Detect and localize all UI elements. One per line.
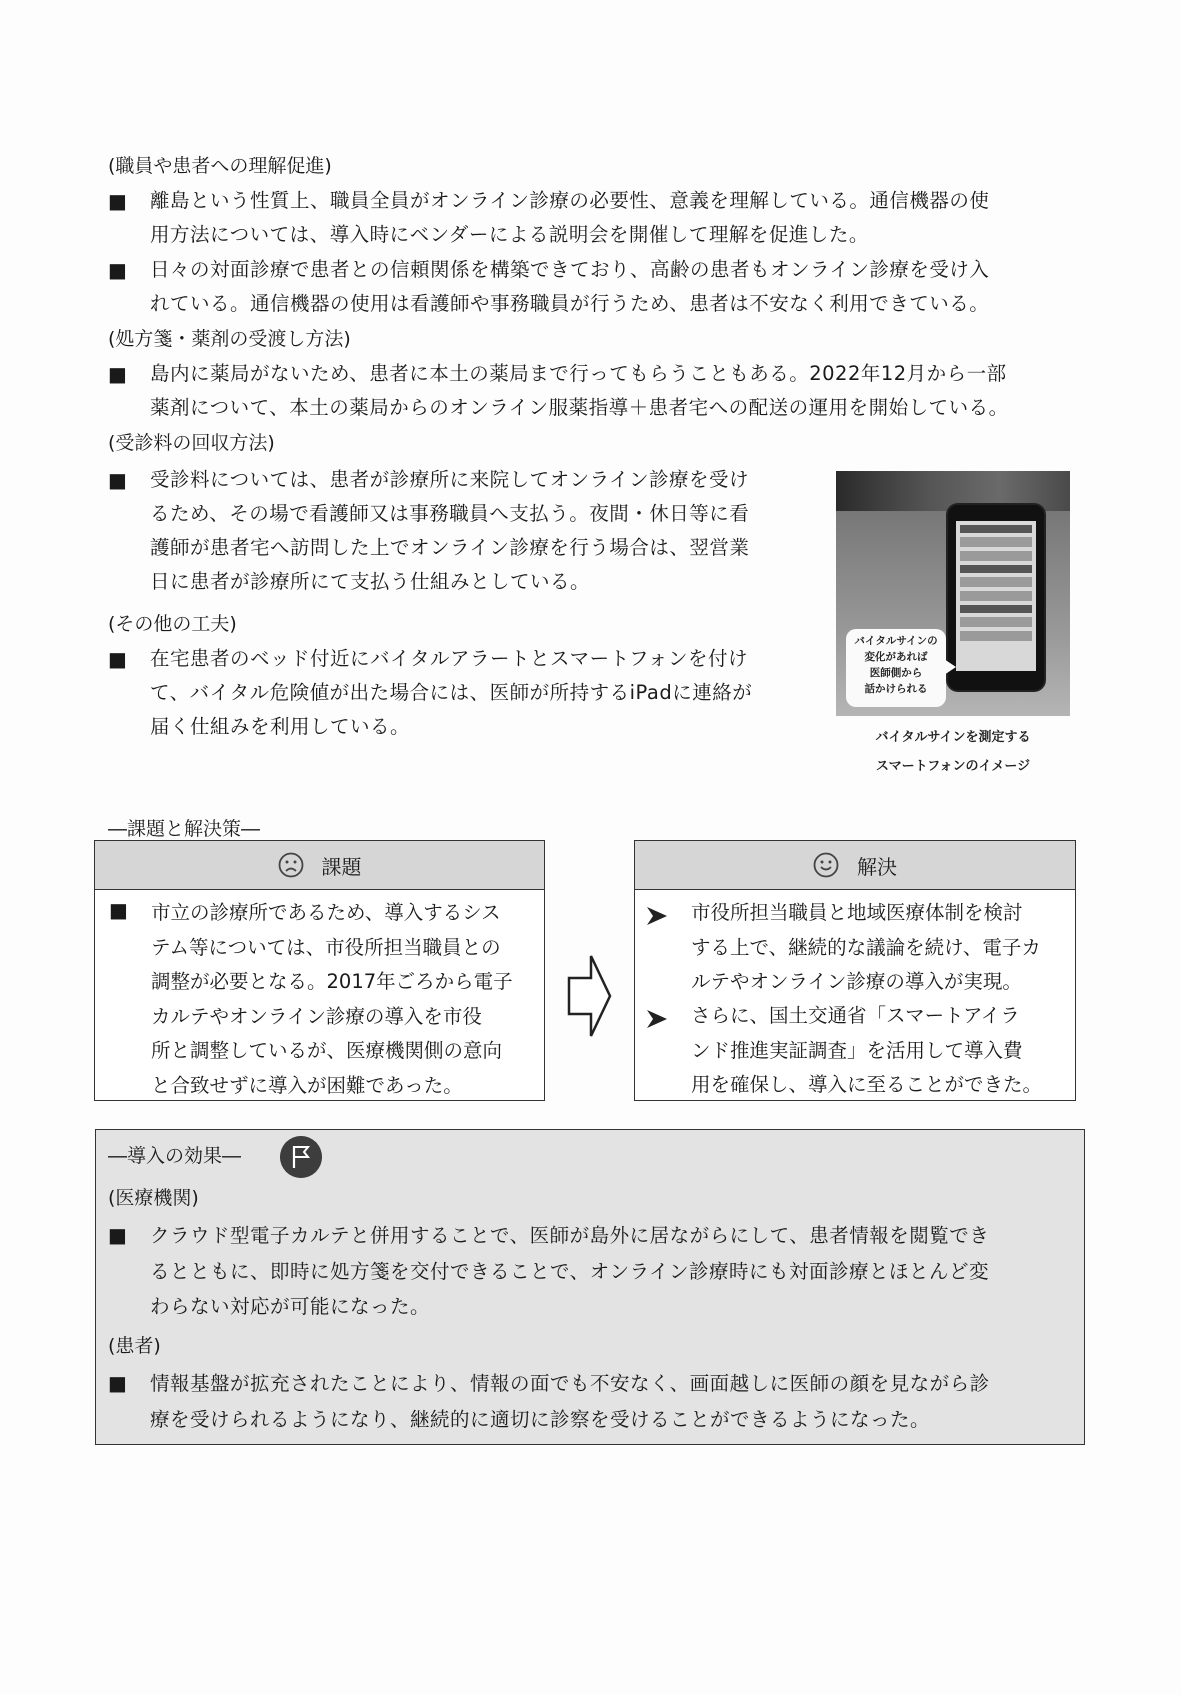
smiley-face-icon (813, 852, 839, 878)
text-line: 用を確保し、導入に至ることができた。 (691, 1073, 1043, 1096)
bullet-mark: ■ (108, 468, 127, 492)
photo-caption-line2: スマートフォンのイメージ (875, 759, 1031, 774)
text-line: さらに、国土交通省「スマートアイラ (691, 1004, 1020, 1027)
text-line: るとともに、即時に処方箋を交付できることで、オンライン診療時にも対面診療とほとんど変 (150, 1259, 990, 1283)
text-line: 日に患者が診療所にて支払う仕組みとしている。 (150, 570, 591, 593)
heading-prescription: (処方箋・薬剤の受渡し方法) (108, 328, 351, 350)
problem-box (94, 840, 545, 1101)
bubble-tail (944, 659, 956, 675)
text-line: ンド推進実証調査」を活用して導入費 (691, 1038, 1023, 1062)
heading-patients: (患者) (108, 1335, 161, 1357)
problem-header (95, 841, 544, 890)
bullet-text (150, 463, 749, 599)
problem-label: 課題 (321, 854, 362, 879)
bullet-mark: ■ (108, 362, 127, 386)
bubble-line: 医師側から (869, 667, 923, 679)
text-line: テム等については、市役所担当職員との (151, 935, 501, 959)
text-line: カルテやオンライン診療の導入を市役 (151, 1004, 482, 1028)
phone-screen (956, 521, 1036, 671)
bullet-mark: ■ (108, 258, 127, 282)
bullet-mark: ■ (108, 189, 127, 213)
bullet-text (150, 1218, 989, 1325)
text-line: 用方法については、導入時にベンダーによる説明会を開催して理解を促進した。 (150, 223, 869, 246)
arrowhead-bullet-icon (645, 1007, 669, 1031)
text-line: 島内に薬局がないため、患者に本土の薬局まで行ってもらうこともある。2022年12月から一部 (150, 362, 1007, 385)
solution-label: 解決 (857, 854, 897, 879)
heading-medical-institution: (医療機関) (108, 1187, 199, 1209)
text-line: 届く仕組みを利用している。 (150, 715, 411, 738)
bullet-text (150, 1366, 990, 1437)
smartphone-image (946, 503, 1046, 692)
text-line: 所と調整しているが、医療機関側の意向 (151, 1039, 503, 1062)
text-line: て、バイタル危険値が出た場合には、医師が所持するiPadに連絡が (150, 681, 753, 704)
text-line: れている。通信機器の使用は看護師や事務職員が行うため、患者は不安なく利用できている。 (150, 292, 990, 315)
text-line: 薬剤について、本土の薬局からのオンライン服薬指導＋患者宅への配送の運用を開始している。 (150, 396, 1009, 419)
text-line: 在宅患者のベッド付近にバイタルアラートとスマートフォンを付け (150, 647, 749, 670)
text-line: 療を受けられるようになり、継続的に適切に診察を受けることができるようになった。 (150, 1407, 931, 1431)
bullet-mark: ■ (108, 647, 127, 671)
text-line: と合致せずに導入が困難であった。 (151, 1073, 463, 1097)
heading-fee-collection: (受診料の回収方法) (108, 432, 275, 454)
text-line: 護師が患者宅へ訪問した上でオンライン診療を行う場合は、翌営業 (150, 536, 750, 559)
effects-title: ―導入の効果― (108, 1145, 242, 1167)
text-line: わらない対応が可能になった。 (150, 1295, 431, 1318)
text-line: 調整が必要となる。2017年ごろから電子 (151, 970, 513, 993)
arrowhead-bullet-icon (645, 904, 669, 928)
bullet-text (150, 184, 989, 252)
bullet-mark: ■ (109, 898, 128, 922)
bubble-line: 話かけられる (864, 683, 928, 695)
smartphone-photo (836, 471, 1070, 716)
bullet-text (150, 642, 752, 744)
bubble-line: 変化があれば (864, 651, 928, 663)
text-line: 離島という性質上、職員全員がオンライン診療の必要性、意義を理解している。通信機器の使 (150, 189, 990, 212)
right-arrow-icon (565, 950, 613, 1042)
text-line: 市立の診療所であるため、導入するシス (151, 901, 501, 924)
text-line: クラウド型電子カルテと併用することで、医師が島外に居ながらにして、患者情報を閲覧でき (150, 1224, 990, 1247)
text-line: 市役所担当職員と地域医療体制を検討 (691, 901, 1023, 924)
text-line: ルテやオンライン診療の導入が実現。 (691, 970, 1022, 993)
speech-bubble (846, 629, 946, 707)
flag-icon (280, 1136, 322, 1178)
text-line: るため、その場で看護師又は事務職員へ支払う。夜間・休日等に看 (150, 502, 750, 525)
bullet-mark: ■ (108, 1223, 127, 1247)
bullet-mark: ■ (108, 1371, 127, 1395)
solution-text-2 (691, 999, 1042, 1103)
solution-box (634, 840, 1076, 1101)
heading-other-ideas: (その他の工夫) (108, 613, 237, 635)
issues-section-title: ―課題と解決策― (108, 818, 261, 840)
heading-understanding: (職員や患者への理解促進) (108, 155, 332, 177)
bullet-text (150, 253, 989, 321)
problem-text (151, 896, 513, 1103)
text-line: 受診料については、患者が診療所に来院してオンライン診療を受け (150, 468, 750, 491)
text-line: 情報基盤が拡充されたことにより、情報の面でも不安なく、画面越しに医師の顔を見ながら診 (150, 1372, 990, 1395)
solution-header (635, 841, 1075, 890)
solution-text-1 (691, 896, 1041, 1000)
text-line: 日々の対面診療で患者との信頼関係を構築できており、高齢の患者もオンライン診療を受け入 (150, 258, 990, 281)
bubble-line: バイタルサインの (854, 635, 938, 647)
sad-face-icon (278, 852, 304, 878)
bullet-text (150, 357, 1009, 425)
text-line: する上で、継続的な議論を続け、電子カ (691, 935, 1041, 959)
photo-caption-line1: バイタルサインを測定する (875, 730, 1031, 745)
